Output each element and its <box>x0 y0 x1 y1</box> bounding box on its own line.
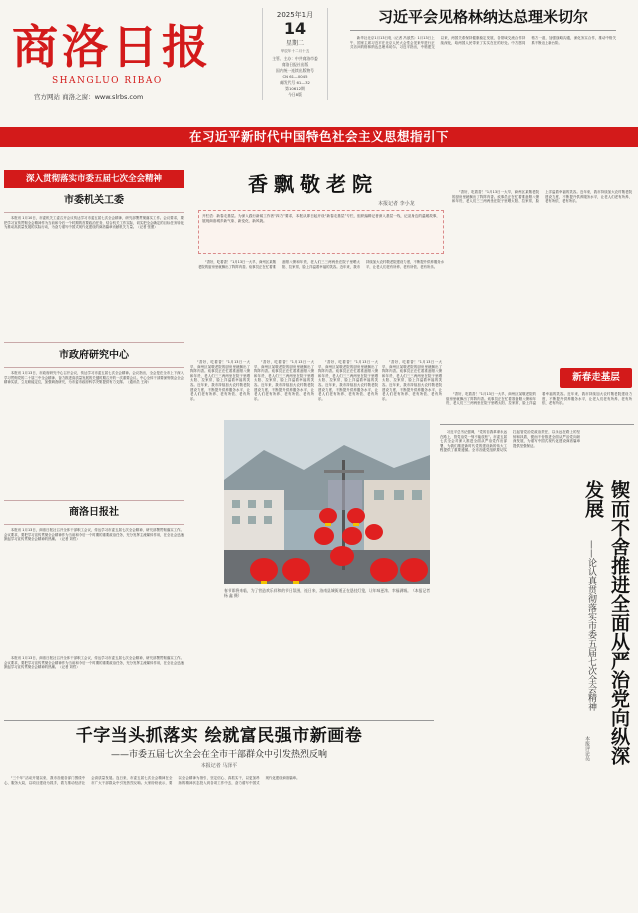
left-article-1-body: 本报讯 1月10日，市委机关工委召开会议传达学习市委五届七次全会精神，研究部署贯彻落实工作。会议要求，要把学习宣传贯彻全会精神作为当前和今后一个时期的首要政治任务，结合机关工作实际，切实把全会确定的目标任务转化为推动高质量发展的实际行动，为奋力谱写中国式现代化建设的商洛篇章贡献机关力量。（记者 张蕾） <box>4 216 184 230</box>
ideology-banner <box>0 127 638 147</box>
bottom-feature-body: “三个年”活动开展以来，我市各级各部门围绕中心、服务大局，以项目建设为抓手，着力推动经济社会高质量发展。连日来，市委五届七次全会精神在全市广大干部群众中引发热烈反响。大家纷纷表示，要以全会精神为指引，坚定信心、真抓实干，以更加昂扬的精神状态投入到各项工作中去，奋力谱写中国式现代化建设商洛篇章。 <box>4 776 300 785</box>
feature-article <box>188 160 634 360</box>
feature-tail: “香好，吃着香！”1月13日一大早，商州区某敬老院的厨房里就飘出了阵阵肉香。炊事员正在忙着准备腊八粥和年货，老人们三三两两坐在院子里晒太阳、拉家常，脸上洋溢着幸福的笑容。近年来，我市持续加大农村敬老院建设力度，不断提升供养服务水平，让老人们老有所养、老有所依、老有所乐。 <box>446 392 632 406</box>
side-tag <box>560 368 632 388</box>
bottom-feature-title[interactable]: 千字当头抓落实 绘就富民强市新画卷 <box>75 726 363 746</box>
website-link[interactable]: 官方网站 商洛之窗：www.slrbs.com <box>34 93 144 101</box>
top-headline-body: 新华社北京1月13日电（记者 冯歆然）1月13日上午，国家主席习近平在北京人民大会堂会见来华进行正式访问的格林纳达总理米切尔。习近平指出，中格建交以来，两国关系保持健康稳定发展，各领域交流合作持续深化，给两国人民带来了实实在在的好处。中方愿同格方一道，加强战略沟通，深化务实合作，推动中格关系不断迈上新台阶。 <box>350 36 616 50</box>
commentary-title[interactable]: 锲而不舍推进全面从严治党向纵深发展 <box>582 480 630 765</box>
feature-body-col-c: “香好，吃着香！”1月13日一大早，商州区某敬老院的厨房里就飘出了阵阵肉香。炊事员正在忙着准备腊八粥和年货，老人们三三两两坐在院子里晒太阳、拉家常，脸上洋溢着幸福的笑容。近年来，我市持续加大农村敬老院建设力度，不断提升供养服务水平，让老人们老有所养、老有所依、老有所乐。 <box>318 360 378 401</box>
commentary-byline: 本报评论员 <box>584 736 590 761</box>
feature-byline: 本报记者 李小龙 <box>378 201 415 207</box>
feature-body-left: “香好，吃着香！”1月13日一大早，商州区某敬老院的厨房里就飘出了阵阵肉香。炊事员正在忙着准备腊八粥和年货，老人们三三两两坐在院子里晒太阳、拉家常，脸上洋溢着幸福的笑容。近年来，我市持续加大农村敬老院建设力度，不断提升供养服务水平，让老人们老有所养、老有所依、老有所乐。 <box>198 260 444 269</box>
feature-lead-box <box>198 210 444 254</box>
feature-photo <box>224 420 430 584</box>
bottom-feature <box>4 724 434 910</box>
bottom-feature-subtitle: ——市委五届七次全会在全市干部群众中引发热烈反响 <box>110 750 327 760</box>
left-article-3-body: 本报讯 1月13日，商洛日报社召开全体干部职工会议，传达学习市委五届七次全会精神，研究部署贯彻落实工作。会议要求，要把学习宣传贯彻全会精神作为当前和今后一个时期的重要政治任务，充分发挥主流媒体作用，在全社会迅速掀起学习宣传贯彻全会精神的热潮。（记者 刘哲） <box>4 528 184 542</box>
issue-date: 2025年1月 <box>276 11 314 19</box>
date-box <box>262 8 328 100</box>
issue-day: 14 <box>283 19 307 38</box>
top-headline-article <box>334 6 632 106</box>
top-headline[interactable]: 习近平会见格林纳达总理米切尔 <box>377 8 588 26</box>
section-banner <box>4 170 184 188</box>
issue-lunar: 甲辰年十二月十五 <box>280 49 310 53</box>
left-article-2-body: 本报讯 1月13日，市政府研究中心召开会议，传达学习市委五届七次全会精神。会议指出，全会是在全市上下深入学习贯彻党的二十届三中全会精神、奋力推进高质量发展的关键时期召开的一次重要会议。中心全体干部要深刻领会全会精神实质，立足职能定位，加强调查研究，为市委市政府科学决策提供有力支撑。（通讯员 王涛） <box>4 371 184 385</box>
side-tag-text: 新春走基层 <box>572 372 620 383</box>
section-banner-text: 深入贯彻落实市委五届七次全会精神 <box>25 174 162 184</box>
left-article-3-title[interactable]: 商洛日报社 <box>69 507 119 518</box>
left-column <box>4 192 184 652</box>
commentary-subtitle: ——论认真贯彻落实市委五届七次全会精神 <box>586 540 596 711</box>
left-article-2-title[interactable]: 市政府研究中心 <box>59 350 129 361</box>
newspaper-pinyin: SHANGLUO RIBAO <box>52 76 163 86</box>
commentary-body: 习近平总书记强调，“党的自我革命永远在路上，管党治党一刻不能放松”。市委五届七次全会对深入推进全面从严治党作出部署，为我们推进新时代党的建设新的伟大工程提供了重要遵循。全市各级党组织要切实扛起管党治党政治责任，以永远在路上的坚韧和执着，锲而不舍推进全面从严治党向纵深发展，为谱写中国式现代化建设商洛篇章提供坚强保证。 <box>440 430 580 453</box>
masthead <box>4 4 262 102</box>
left-column-tail: 本报讯 1月13日，商洛日报社召开全体干部职工会议，传达学习市委五届七次全会精神，研究部署贯彻落实工作。会议要求，要把学习宣传贯彻全会精神作为当前和今后一个时期的重要政治任务，充分发挥主流媒体作用，在全社会迅速掀起学习宣传贯彻全会精神的热潮。（记者 刘哲） <box>4 656 184 670</box>
left-article-3 <box>4 504 184 652</box>
feature-body-right: “香好，吃着香！”1月13日一大早，商州区某敬老院的厨房里就飘出了阵阵肉香。炊事员正在忙着准备腊八粥和年货，老人们三三两两坐在院子里晒太阳、拉家常，脸上洋溢着幸福的笑容。近年来，我市持续加大农村敬老院建设力度，不断提升供养服务水平，让老人们老有所养、老有所依、老有所乐。 <box>452 190 632 204</box>
lantern-street-photo <box>224 420 430 584</box>
left-article-1-title[interactable]: 市委机关工委 <box>64 195 124 206</box>
left-article-1 <box>4 192 184 340</box>
feature-body-col-d: “香好，吃着香！”1月13日一大早，商州区某敬老院的厨房里就飘出了阵阵肉香。炊事员正在忙着准备腊八粥和年货，老人们三三两两坐在院子里晒太阳、拉家常，脸上洋溢着幸福的笑容。近年来，我市持续加大农村敬老院建设力度，不断提升供养服务水平，让老人们老有所养、老有所依、老有所乐。 <box>382 360 442 401</box>
newspaper-title: 商洛日报 <box>12 20 212 74</box>
feature-title[interactable]: 香飘敬老院 <box>248 172 378 196</box>
feature-body-col-a: “香好，吃着香！”1月13日一大早，商州区某敬老院的厨房里就飘出了阵阵肉香。炊事员正在忙着准备腊八粥和年货，老人们三三两两坐在院子里晒太阳、拉家常，脸上洋溢着幸福的笑容。近年来，我市持续加大农村敬老院建设力度，不断提升供养服务水平，让老人们老有所养、老有所依、老有所乐。 <box>190 360 250 401</box>
feature-lead: 开栏语：新春走基层。为深入践行新闻工作者“四力”要求，本报从即日起开设“新春走基层”专栏，组织编辑记者深入基层一线，记录身边的温暖故事，展现商洛城乡新气象、新变化、新风貌。 <box>202 214 440 223</box>
issue-weekday: 星期二 <box>285 40 304 47</box>
left-article-2 <box>4 347 184 497</box>
photo-caption: 春节即将来临，为了营造欢乐祥和的节日氛围，连日来，洛南县城街道正在悬挂灯笼，让年味更浓、幸福满城。（本报记者 杨 鑫 摄） <box>224 588 430 598</box>
banner-text: 在习近平新时代中国特色社会主义思想指引下 <box>188 129 449 144</box>
feature-body-col-b: “香好，吃着香！”1月13日一大早，商州区某敬老院的厨房里就飘出了阵阵肉香。炊事员正在忙着准备腊八粥和年货，老人们三三两两坐在院子里晒太阳、拉家常，脸上洋溢着幸福的笑容。近年来，我市持续加大农村敬老院建设力度，不断提升供养服务水平，让老人们老有所养、老有所依、老有所乐。 <box>254 360 314 401</box>
issue-info: 主管、主办：中共商洛市委 商洛日报社出版 国内统一连续出版物号 CN 61—0045 邮发代号 61—32 第10612期 今日8版 <box>272 56 318 97</box>
bottom-feature-byline: 本报记者 马泽平 <box>200 763 238 769</box>
